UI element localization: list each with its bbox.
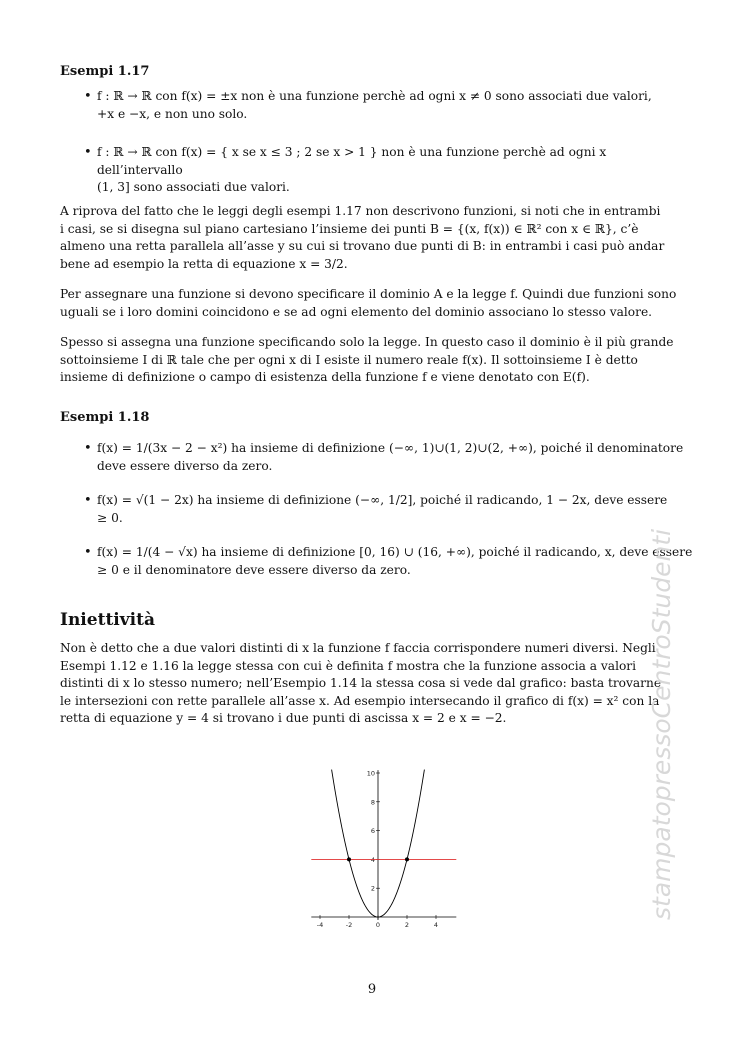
bullet-icon: • [84,145,92,160]
text-line: (1, 3] sono associati due valori. [97,180,290,195]
x-tick-label: 0 [375,921,381,929]
intersection-point [347,857,351,861]
text-line: distinti di x lo stesso numero; nell’Esempio 1.14 la stessa cosa si vede dal grafico: basta trovarne [60,676,662,691]
text-line: i casi, se si disegna sul piano cartesiano l’insieme dei punti B = {(x, f(x)) ∈ ℝ² con x ∈ ℝ}, c’è [60,221,639,236]
intersection-point [405,857,409,861]
y-tick-label: 4 [370,855,375,864]
bullet-icon: • [84,89,92,104]
text-line: +x e −x, e non uno solo. [97,106,248,121]
x-tick-label: 4 [433,921,439,929]
text-line: bene ad esempio la retta di equazione x = 3/2. [60,256,348,271]
text-line: f(x) = 1/(4 − √x) ha insieme di definizione [0, 16) ∪ (16, +∞), poiché il radicando, x, deve essere [97,545,693,559]
y-tick-label: 6 [370,827,375,836]
x-tick-label: -4 [316,921,324,929]
bullet-icon: • [84,441,92,456]
text-line: Spesso si assegna una funzione specificando solo la legge. In questo caso il dominio è il più grande [60,335,674,349]
parabola-chart [300,760,470,940]
y-tick-label: 10 [366,769,375,778]
text-line: Per assegnare una funzione si devono specificare il dominio A e la legge f. Quindi due funzioni sono [60,287,677,301]
bullet-icon: • [84,493,92,508]
text-line: f(x) = √(1 − 2x) ha insieme di definizione (−∞, 1/2], poiché il radicando, 1 − 2x, deve essere [97,493,668,507]
section-heading-iniettivita: Iniettività [60,610,155,630]
text-line: ≥ 0. [97,510,123,525]
section-title-esempi-1-18: Esempi 1.18 [60,410,150,425]
paragraph [60,640,694,728]
text-line: A riprova del fatto che le leggi degli esempi 1.17 non descrivono funzioni, si noti che in entrambi [60,204,661,218]
section-title-esempi-1-17: Esempi 1.17 [60,64,150,79]
text-line: f : ℝ → ℝ con f(x) = { x se x ≤ 3 ; 2 se x > 1 } non è una funzione perchè ad ogni x dell’intervallo [97,145,607,177]
paragraph [60,334,694,387]
text-line: sottoinsieme I di ℝ tale che per ogni x di I esiste il numero reale f(x). Il sottoinsieme I è detto [60,352,638,367]
text-line: le intersezioni con rette parallele all’asse x. Ad esempio intersecando il grafico di f(x) = x² con la [60,693,660,708]
watermark: stampatopressoCentroStudenti [647,528,676,920]
text-line: f(x) = 1/(3x − 2 − x²) ha insieme di definizione (−∞, 1)∪(1, 2)∪(2, +∞), poiché il denominatore [97,441,684,455]
paragraph [60,203,694,273]
text-line: insieme di definizione o campo di esistenza della funzione f e viene denotato con E(f). [60,370,590,385]
x-tick-label: -2 [345,921,353,929]
paragraph [60,286,694,321]
text-line: retta di equazione y = 4 si trovano i due punti di ascissa x = 2 e x = −2. [60,711,507,726]
y-tick-label: 8 [370,798,375,807]
x-tick-label: 2 [404,921,410,929]
page-number: 9 [367,982,377,997]
text-line: Esempi 1.12 e 1.16 la legge stessa con cui è definita f mostra che la funzione associa a valori [60,658,637,673]
text-line: uguali se i loro domini coincidono e se ad ogni elemento del dominio associano lo stesso valore. [60,304,653,319]
text-line: almeno una retta parallela all’asse y su cui si trovano due punti di B: in entrambi i casi può andar [60,239,665,254]
text-line: Non è detto che a due valori distinti di x la funzione f faccia corrispondere numeri diversi. Negli [60,641,656,655]
text-line: f : ℝ → ℝ con f(x) = ±x non è una funzione perchè ad ogni x ≠ 0 sono associati due valori, [97,89,652,103]
y-tick-label: 2 [370,884,375,893]
text-line: ≥ 0 e il denominatore deve essere diverso da zero. [97,562,411,577]
bullet-icon: • [84,545,92,560]
text-line: deve essere diverso da zero. [97,458,273,473]
